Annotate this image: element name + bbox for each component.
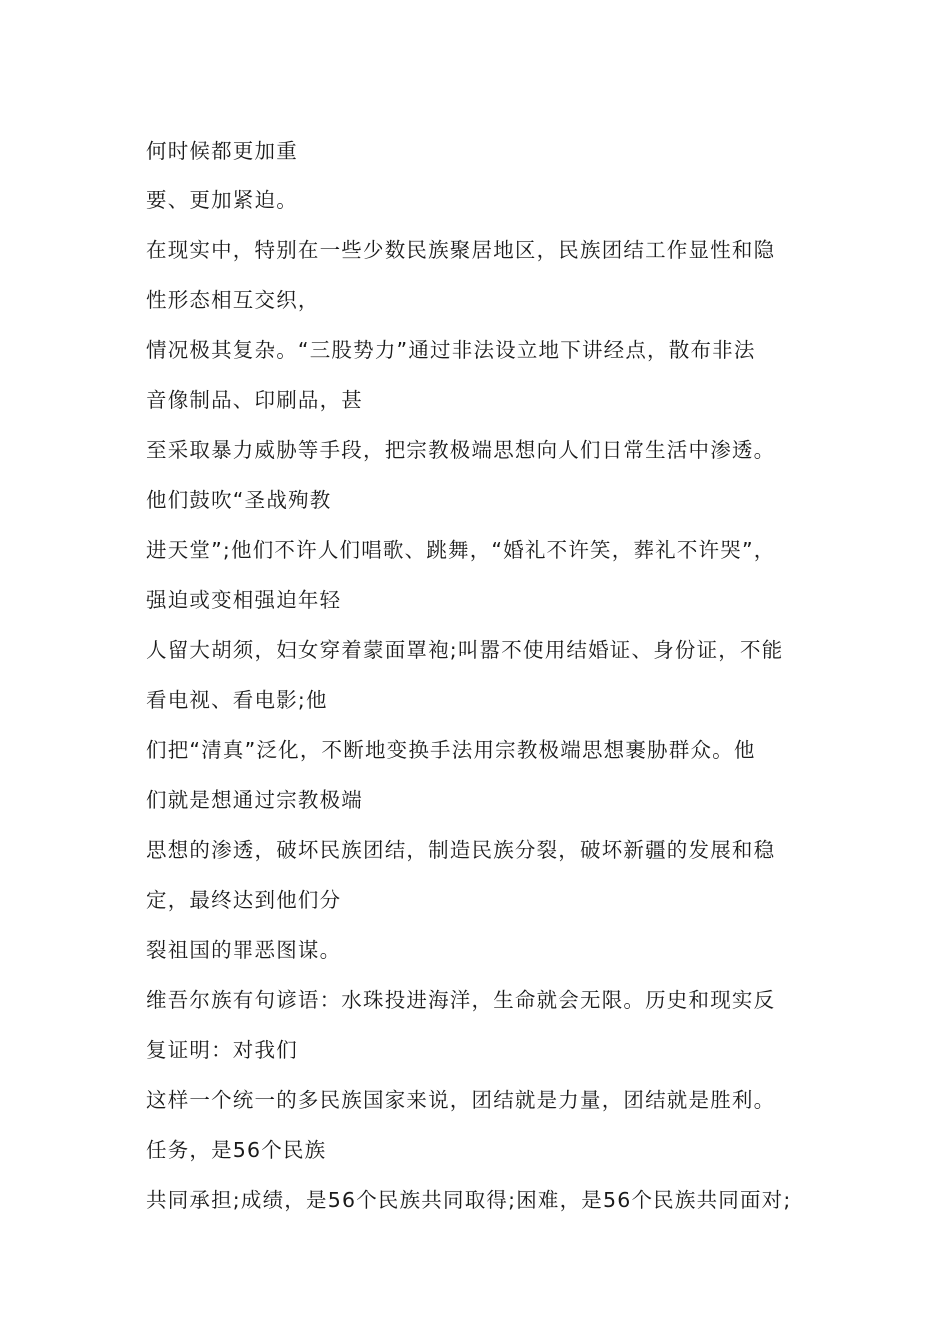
text-line: 要、更加紧迫。	[146, 188, 298, 212]
text-line: 情况极其复杂。“三股势力”通过非法设立地下讲经点，散布非法	[146, 338, 756, 362]
text-line: 他们鼓吹“圣战殉教	[146, 488, 332, 512]
text-line: 性形态相互交织，	[146, 288, 320, 312]
text-line: 共同承担;成绩，是56个民族共同取得;困难，是56个民族共同面对;	[146, 1188, 792, 1212]
text-line: 何时候都更加重	[146, 139, 298, 163]
text-line: 这样一个统一的多民族国家来说，团结就是力量，团结就是胜利。	[146, 1088, 776, 1112]
text-line: 任务，是56个民族	[146, 1138, 327, 1162]
text-line: 裂祖国的罪恶图谋。	[146, 938, 342, 962]
text-line: 定，最终达到他们分	[146, 888, 342, 912]
text-line: 至采取暴力威胁等手段，把宗教极端思想向人们日常生活中渗透。	[146, 438, 776, 462]
text-line: 音像制品、印刷品，甚	[146, 388, 363, 412]
text-line: 强迫或变相强迫年轻	[146, 588, 342, 612]
text-line: 们就是想通过宗教极端	[146, 788, 363, 812]
text-line: 们把“清真”泛化，不断地变换手法用宗教极端思想裹胁群众。他	[146, 738, 756, 762]
text-line: 看电视、看电影;他	[146, 688, 328, 712]
text-line: 维吾尔族有句谚语：水珠投进海洋，生命就会无限。历史和现实反	[146, 988, 776, 1012]
text-line: 在现实中，特别在一些少数民族聚居地区，民族团结工作显性和隐	[146, 238, 776, 262]
text-line: 复证明：对我们	[146, 1038, 298, 1062]
text-line: 人留大胡须，妇女穿着蒙面罩袍;叫嚣不使用结婚证、身份证，不能	[146, 638, 784, 662]
text-line: 思想的渗透，破坏民族团结，制造民族分裂，破坏新疆的发展和稳	[146, 838, 776, 862]
text-line: 进天堂”;他们不许人们唱歌、跳舞，“婚礼不许笑，葬礼不许哭”，	[146, 538, 776, 562]
